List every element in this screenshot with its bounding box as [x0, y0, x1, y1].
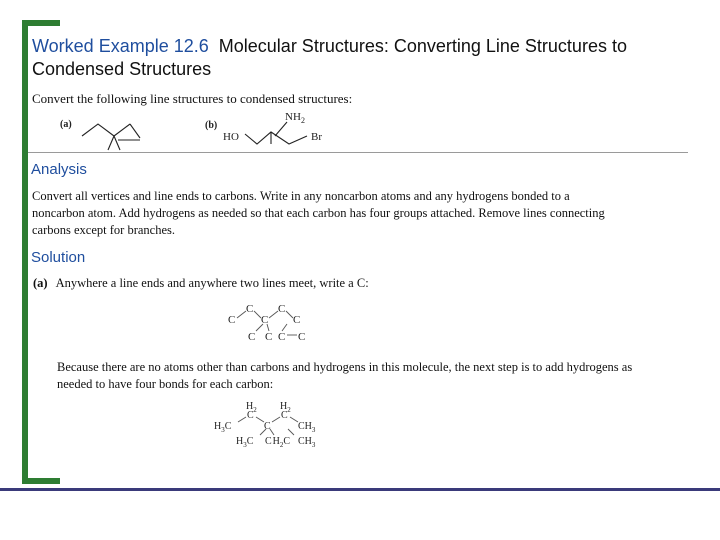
skeleton-b: [245, 122, 307, 144]
intro-text: Convert the following line structures to condensed structures:: [32, 91, 353, 106]
solution-step-1: [33, 276, 369, 291]
solution-step-2: Because there are no atoms other than carbons and hydrogens in this molecule, the next step is to add hydrogens as needed to have four bonds for each carbon:: [57, 360, 633, 391]
carbon-skeleton: [226, 300, 316, 342]
bottom-rule: [0, 488, 720, 491]
condensed-atoms: [214, 401, 316, 449]
accent-bar-top: [22, 20, 60, 26]
carbon-atom: C: [248, 331, 256, 343]
skeleton-a: [82, 124, 140, 150]
br-atom: Br: [311, 131, 322, 143]
ch2-carbon-a: C: [247, 410, 254, 421]
carbon-atom: C: [261, 314, 269, 326]
accent-bar-bottom: [22, 478, 60, 484]
skeleton-atoms: [228, 303, 305, 343]
line-structure-a: [58, 112, 158, 152]
h3c-bottom: $H_3C$: [236, 436, 254, 449]
quaternary-carbon: C: [264, 421, 271, 432]
analysis-text: Convert all vertices and line ends to carbons. Write in any noncarbon atoms and any hydrogens bonded to a noncarbon atom. Add hydrogens as needed so that each carbon has four groups attached. Remove lines connecting carbons except for branches.: [32, 189, 605, 237]
carbon-atom: C: [265, 331, 273, 343]
carbon-atom: C: [278, 331, 286, 343]
structure-a-label: (a): [60, 119, 72, 130]
solution-heading: Solution: [31, 249, 86, 266]
carbon-atom: C: [228, 314, 236, 326]
ch2-bottom: $CH_2C$: [265, 436, 291, 449]
example-title: Molecular Structures: Converting Line Structures to Condensed Structures: [32, 36, 627, 79]
section-divider: [28, 152, 688, 153]
h2-top-a: $H_2$: [246, 401, 257, 414]
h3c-left: $H_3C$: [214, 421, 232, 434]
carbon-atom: C: [246, 303, 254, 315]
nh2-sub: 2: [301, 116, 305, 125]
example-number: Worked Example 12.6: [32, 36, 209, 56]
page-title: [32, 35, 702, 81]
ch3-right: $CH_3$: [298, 421, 316, 434]
line-structure-b: [205, 108, 345, 154]
left-accent-bar: [22, 20, 28, 484]
carbon-atom: C: [298, 331, 306, 343]
ch3-bottom: $CH_3$: [298, 436, 316, 449]
h2-top-b: $H_2$: [280, 401, 291, 414]
structure-b-label: (b): [205, 120, 218, 131]
condensed-structure: [214, 398, 334, 450]
carbon-atom: C: [278, 303, 286, 315]
nh2-n: N: [285, 111, 293, 123]
nh2-h: H: [293, 111, 301, 123]
solution-step-1-text: Anywhere a line ends and anywhere two lines meet, write a C:: [55, 276, 369, 290]
ho-group: HO: [223, 131, 239, 143]
analysis-heading: Analysis: [31, 161, 87, 178]
carbon-atom: C: [293, 314, 301, 326]
ch2-carbon-b: C: [281, 410, 288, 421]
solution-part-label: (a): [33, 276, 48, 290]
